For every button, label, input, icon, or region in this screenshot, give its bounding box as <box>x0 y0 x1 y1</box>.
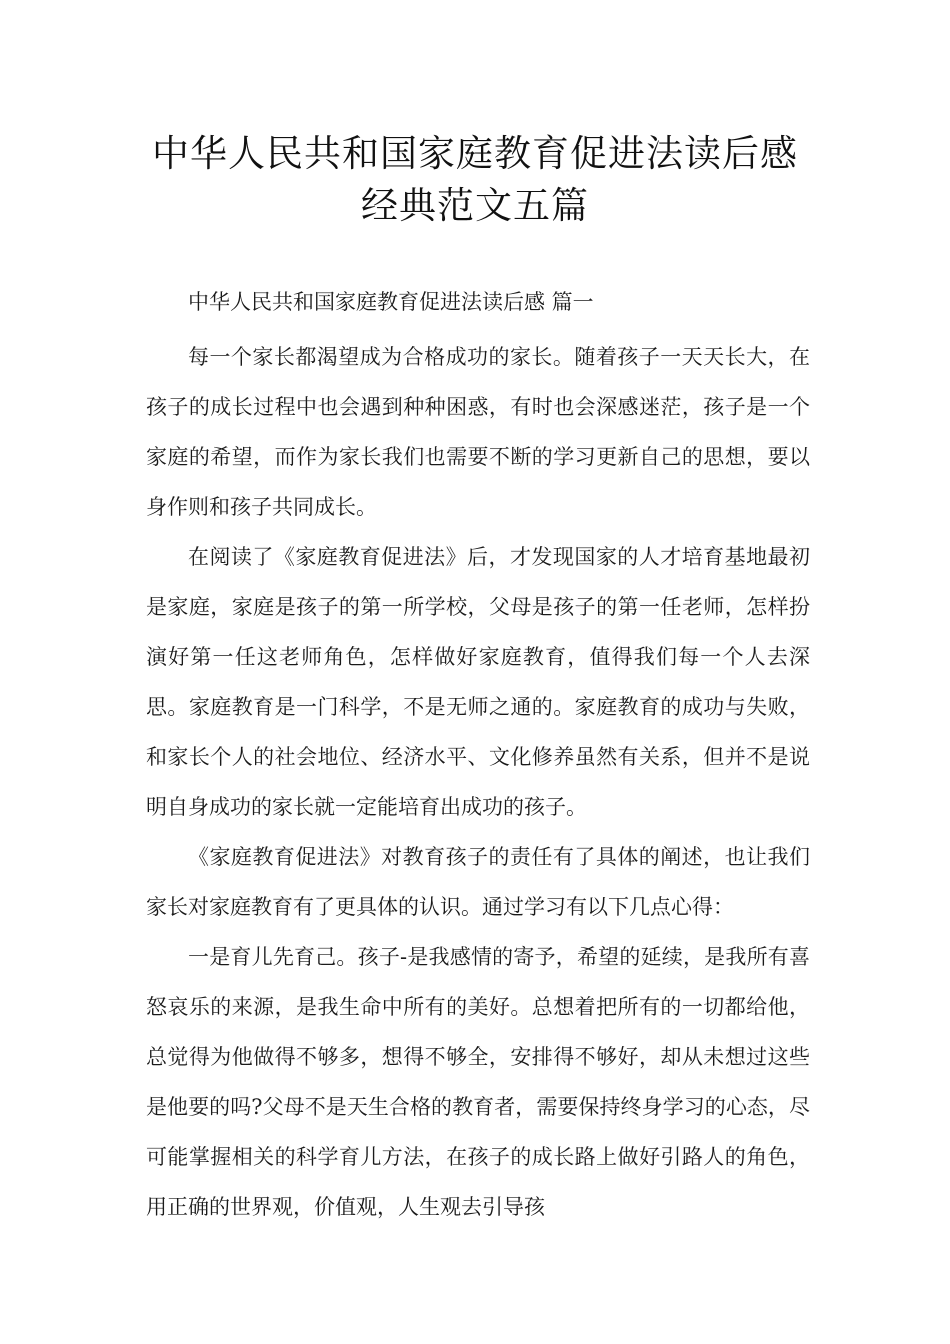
section-heading: 中华人民共和国家庭教育促进法读后感 篇一 <box>188 290 594 314</box>
paragraph-4: 一是育儿先育己。孩子-是我感情的寄予，希望的延续，是我所有喜怒哀乐的来源，是我生命中所有的美好。总想着把所有的一切都给他，总觉得为他做得不够多，想得不够全，安排得不够好，却从未想过这些是他要的吗?父母不是天生合格的教育者，需要保持终身学习的心态，尽可能掌握相关的科学育儿方法，在孩子的成长路上做好引路人的角色，用正确的世界观，价值观，人生观去引导孩 <box>146 945 810 1219</box>
title-line-2: 经典范文五篇 <box>361 184 589 227</box>
paragraph-2: 在阅读了《家庭教育促进法》后，才发现国家的人才培育基地最初是家庭，家庭是孩子的第一所学校，父母是孩子的第一任老师，怎样扮演好第一任这老师角色，怎样做好家庭教育，值得我们每一个人去深思。家庭教育是一门科学，不是无师之通的。家庭教育的成功与失败，和家长个人的社会地位、经济水平、文化修养虽然有关系，但并不是说明自身成功的家长就一定能培育出成功的孩子。 <box>146 545 810 819</box>
document-title <box>0 128 950 232</box>
paragraph-3: 《家庭教育促进法》对教育孩子的责任有了具体的阐述，也让我们家长对家庭教育有了更具体的认识。通过学习有以下几点心得： <box>146 845 810 919</box>
paragraph-1: 每一个家长都渴望成为合格成功的家长。随着孩子一天天长大，在孩子的成长过程中也会遇到种种困惑，有时也会深感迷茫，孩子是一个家庭的希望，而作为家长我们也需要不断的学习更新自己的思想，要以身作则和孩子共同成长。 <box>146 345 810 519</box>
title-line-1: 中华人民共和国家庭教育促进法读后感 <box>152 132 798 175</box>
document-body <box>146 282 810 1232</box>
